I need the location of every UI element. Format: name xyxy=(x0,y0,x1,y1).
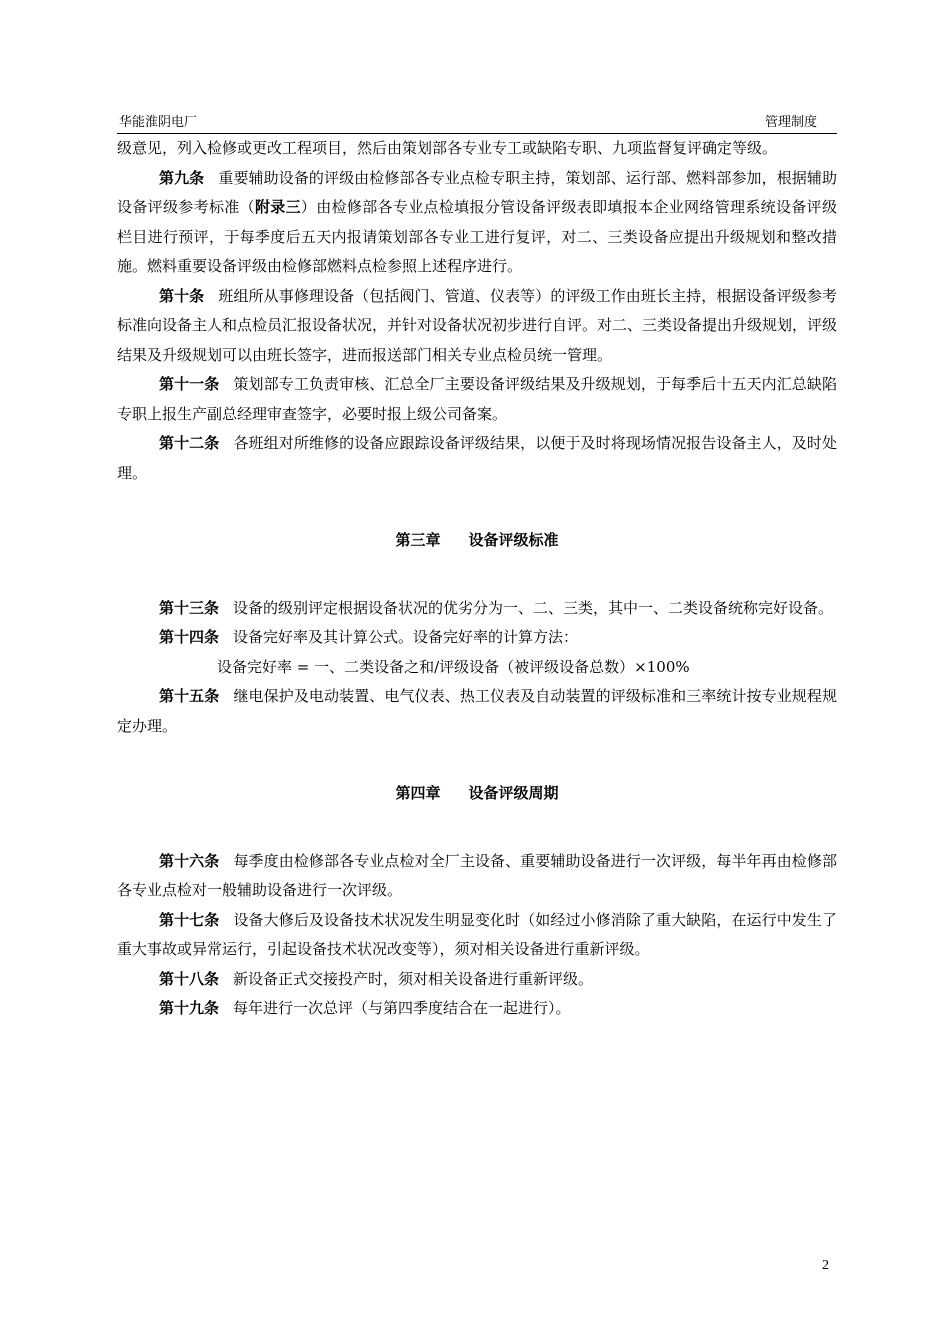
page-number: 2 xyxy=(822,1258,829,1273)
article-text: 继电保护及电动装置、电气仪表、热工仪表及自动装置的评级标准和三率统计按专业规程规定办理。 xyxy=(117,687,837,735)
article-16 xyxy=(117,847,837,906)
article-number: 第十一条 xyxy=(159,375,220,393)
article-number: 第十六条 xyxy=(159,851,220,870)
article-text: 新设备正式交接投产时，须对相关设备进行重新评级。 xyxy=(233,969,594,988)
document-body xyxy=(117,134,837,1024)
chapter-title: 设备评级标准 xyxy=(468,531,559,549)
article-number: 第九条 xyxy=(159,168,205,187)
article-18 xyxy=(117,965,837,995)
article-14 xyxy=(117,623,837,653)
header-doc-type: 管理制度 xyxy=(764,115,817,130)
article-text: 策划部专工负责审核、汇总全厂主要设备评级结果及升级规划，于每季后十五天内汇总缺陷专职上报生产副总经理审查签字，必要时报上级公司备案。 xyxy=(117,375,837,423)
chapter-number: 第四章 xyxy=(395,784,441,802)
page-header xyxy=(117,113,837,134)
chapter-3-heading xyxy=(117,526,837,556)
article-number: 第十二条 xyxy=(159,434,220,452)
article-text: 重要辅助设备的评级由检修部各专业点检专职主持，策划部、运行部、燃料部参加，根据辅助设备评级参考标准（ xyxy=(117,168,837,216)
header-org: 华能淮阴电厂 xyxy=(119,115,198,130)
article-number: 第十五条 xyxy=(159,687,220,705)
article-text: 班组所从事修理设备（包括阀门、管道、仪表等）的评级工作由班长主持，根据设备评级参考标准向设备主人和点检员汇报设备状况，并针对设备状况初步进行自评。对二、三类设备提出升级规划，评级结果及升级规划可以由班长签字，进而报送部门相关专业点检员统一管理。 xyxy=(117,286,838,364)
article-number: 第十三条 xyxy=(159,598,220,617)
article-number: 第十条 xyxy=(159,286,205,305)
article-19 xyxy=(117,994,837,1024)
article-number: 第十九条 xyxy=(159,999,220,1017)
chapter-title: 设备评级周期 xyxy=(468,784,559,802)
article-9 xyxy=(117,164,837,282)
article-17 xyxy=(117,906,837,965)
article-10 xyxy=(117,282,837,371)
article-number: 第十八条 xyxy=(159,969,220,988)
article-12 xyxy=(117,429,837,488)
article-text: 设备的级别评定根据设备状况的优劣分为一、二、三类，其中一、二类设备统称完好设备。 xyxy=(233,598,834,617)
article-text: 每年进行一次总评（与第四季度结合在一起进行）。 xyxy=(233,999,571,1017)
article-text: ）由检修部各专业点检填报分管设备评级表即填报本企业网络管理系统设备评级栏目进行预评，于每季度后五天内报请策划部各专业工进行复评，对二、三类设备应提出升级规划和整改措施。燃料重要设备评级由检修部燃料点检参照上述程序进行。 xyxy=(117,198,837,275)
appendix-ref: 附录三 xyxy=(254,198,301,216)
article-15 xyxy=(117,682,837,741)
chapter-4-heading xyxy=(117,779,837,809)
article-text: 每季度由检修部各专业点检对全厂主设备、重要辅助设备进行一次评级，每半年再由检修部各专业点检对一般辅助设备进行一次评级。 xyxy=(117,851,837,899)
article-13 xyxy=(117,594,837,624)
article-number: 第十四条 xyxy=(159,628,220,646)
article-text: 各班组对所维修的设备应跟踪设备评级结果，以便于及时将现场情况报告设备主人，及时处理。 xyxy=(117,434,837,482)
article-11 xyxy=(117,370,837,429)
chapter-number: 第三章 xyxy=(395,531,441,549)
continuation-paragraph: 级意见，列入检修或更改工程项目，然后由策划部各专业专工或缺陷专职、九项监督复评确定等级。 xyxy=(117,139,778,157)
article-number: 第十七条 xyxy=(159,910,220,929)
formula: 设备完好率 = 一、二类设备之和/评级设备（被评级设备总数）×100% xyxy=(217,657,690,676)
article-text: 设备大修后及设备技术状况发生明显变化时（如经过小修消除了重大缺陷，在运行中发生了重大事故或异常运行，引起设备技术状况改变等），须对相关设备进行重新评级。 xyxy=(117,910,837,958)
article-text: 设备完好率及其计算公式。设备完好率的计算方法： xyxy=(233,628,579,646)
